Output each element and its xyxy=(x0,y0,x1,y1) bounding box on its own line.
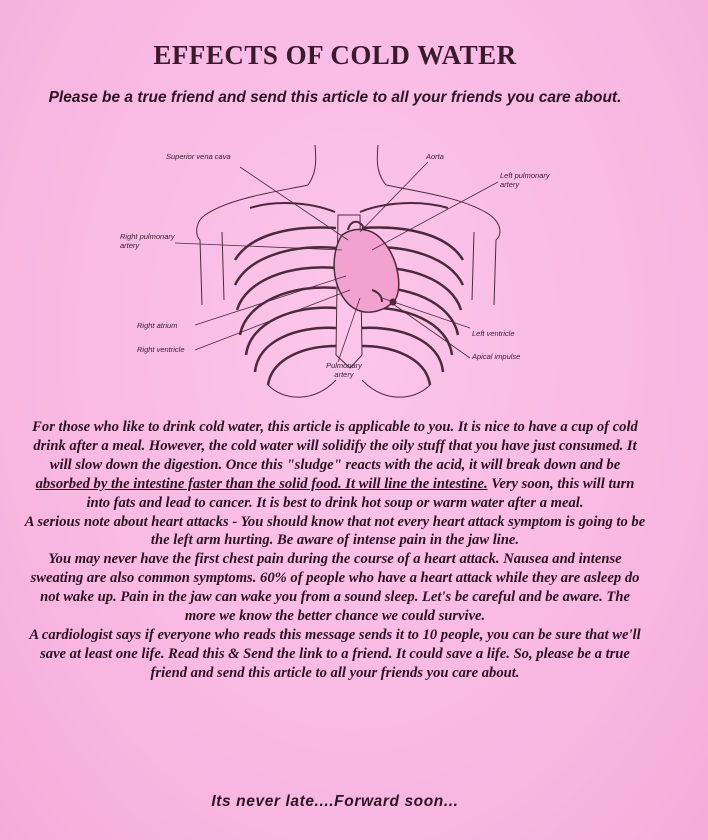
paragraph-cardiologist: A cardiologist says if everyone who reads this message sends it to 10 people, you can be sure that we'll save at least one life. Read this & Send the link to a friend. It could save a life. So, please be a true friend and send this article to all your friends you care about. xyxy=(29,626,641,681)
chest-heart-illustration xyxy=(110,140,590,415)
label-superior-vena-cava: Superior vena cava xyxy=(166,152,231,161)
paragraph-cold-water-underlined: absorbed by the intestine faster than the solid food. It will line the intestine. xyxy=(35,475,488,492)
label-right-atrium: Right atrium xyxy=(137,321,178,330)
paragraph-cold-water xyxy=(24,418,646,513)
label-apical-impulse: Apical impulse xyxy=(472,352,521,361)
page-title: EFFECTS OF COLD WATER xyxy=(153,40,517,70)
label-aorta: Aorta xyxy=(426,152,444,161)
paragraph-cold-water-end: Very soon, this will turn into fats and lead to cancer. It is best to drink hot soup or warm water after a meal. xyxy=(86,475,635,511)
label-left-ventricle: Left ventricle xyxy=(472,329,515,338)
paragraph-cold-water-intro: For those who like to drink cold water, this article is applicable to you. It is nice to have a cup of cold drink after a meal. However, the cold water will solidify the oily stuff that you have just consumed. It will slow down the digestion. Once this "sludge" reacts with the acid, it will break down and be xyxy=(32,419,638,473)
label-right-ventricle: Right ventricle xyxy=(137,345,185,354)
label-left-pulmonary-artery: Left pulmonary artery xyxy=(500,171,550,189)
footer-forward-note: Its never late....Forward soon... xyxy=(211,793,459,810)
paragraph-symptoms: You may never have the first chest pain during the course of a heart attack. Nausea and intense sweating are also common symptoms. 60% of people who have a heart attack while they are asleep do not wake up. Pain in the jaw can wake you from a sound sleep. Let's be careful and be aware. The more we know the better chance we could survive. xyxy=(30,551,640,625)
paragraph-heart-attack-note: A serious note about heart attacks - You should know that not every heart attack symptom is going to be the left arm hurting. Be aware of intense pain in the jaw line. xyxy=(24,513,646,549)
label-right-pulmonary-artery: Right pulmonary artery xyxy=(120,232,175,250)
label-pulmonary-artery: Pulmonary artery xyxy=(326,361,362,379)
article-body xyxy=(24,418,646,683)
subtitle: Please be a true friend and send this article to all your friends you care about. xyxy=(48,89,622,106)
